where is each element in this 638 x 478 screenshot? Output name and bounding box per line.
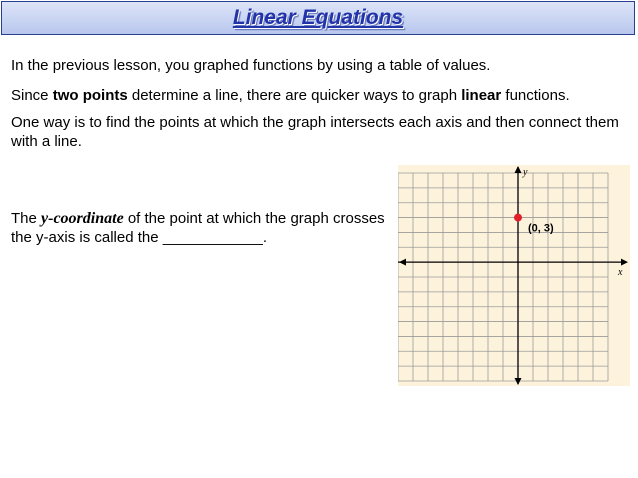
lesson-line-1: In the previous lesson, you graphed functions by using a table of values.: [11, 57, 491, 74]
coordinate-graph: [398, 165, 630, 386]
lesson-line-2-bold-two-points: two points: [52, 87, 128, 104]
y-axis-arrow-down: [515, 378, 522, 385]
page-title: Linear Equations: [232, 6, 404, 29]
coordinate-plane: [398, 165, 630, 386]
lesson-line-3: One way is to find the points at which the graph intersects each axis and then connect them with a line.: [11, 114, 619, 150]
lesson-line-2-post: functions.: [501, 87, 570, 104]
intercept-point: [514, 214, 522, 222]
definition-post: of the point at which the graph crosses the y-axis is called the ____________.: [11, 210, 385, 246]
definition-pre: The: [11, 210, 42, 227]
y-axis-arrow-up: [515, 166, 522, 173]
title-bar: [1, 1, 635, 35]
lesson-line-2-bold-linear: linear: [461, 87, 502, 104]
x-axis-arrow-right: [621, 259, 628, 266]
x-axis-arrow-left: [399, 259, 406, 266]
lesson-line-2: [11, 87, 570, 105]
x-axis-label: x: [618, 267, 623, 279]
lesson-line-2-mid: determine a line, there are quicker ways to graph: [127, 87, 462, 104]
intercept-point-label: (0, 3): [528, 222, 554, 235]
definition-text: [11, 209, 386, 247]
definition-term: y-coordinate: [41, 210, 124, 227]
lesson-line-2-pre: Since: [11, 87, 53, 104]
y-axis-label: y: [523, 167, 528, 178]
